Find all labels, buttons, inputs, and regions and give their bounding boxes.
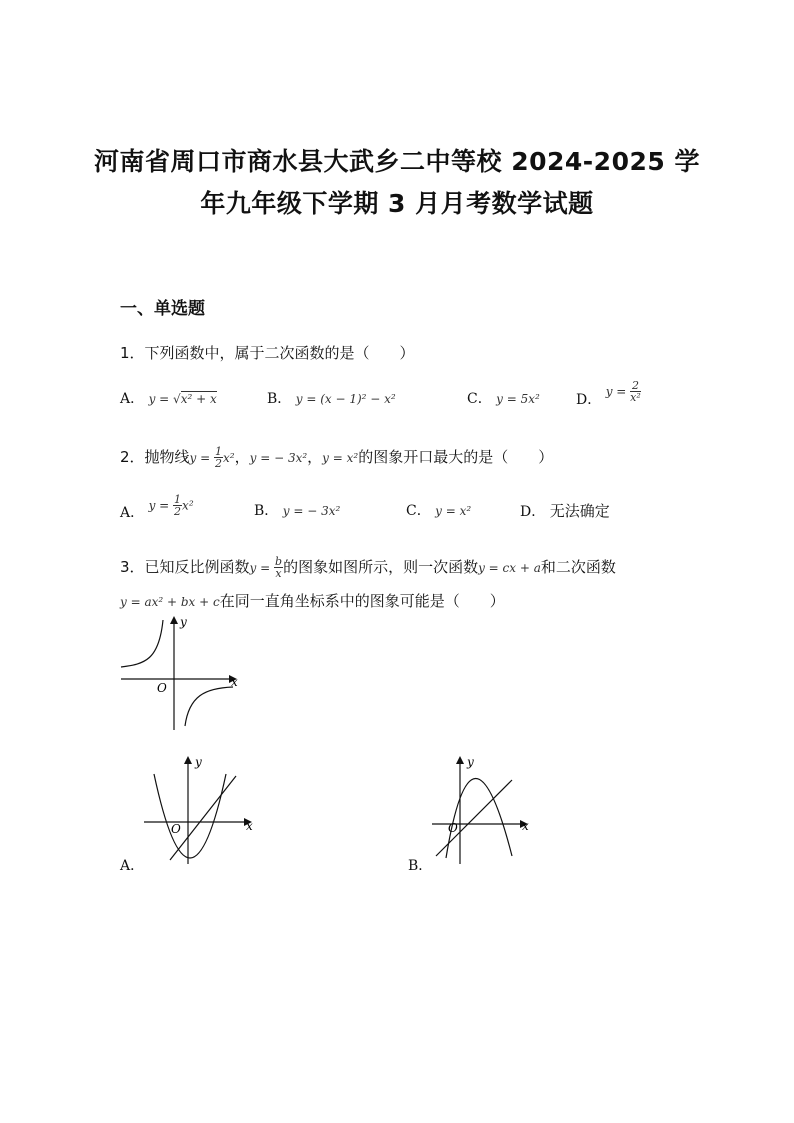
axis-label-x: x bbox=[522, 819, 529, 833]
parabola bbox=[154, 774, 226, 858]
q3-f1-den: x bbox=[275, 567, 282, 580]
q2-stem-post: 的图象开口最大的是（ ） bbox=[358, 448, 554, 466]
q2-sep1: ， bbox=[234, 448, 250, 466]
q2-option-d-text: 无法确定 bbox=[549, 502, 610, 520]
doc-title-line2: 年九年级下学期 3 月月考数学试题 bbox=[200, 189, 594, 218]
q1-option-b bbox=[267, 388, 396, 408]
q2-option-a-pre: y = bbox=[148, 498, 174, 513]
q3-stem-pre: 3．已知反比例函数 bbox=[120, 558, 250, 576]
q2-option-b bbox=[254, 500, 340, 520]
q1-option-a bbox=[120, 388, 217, 408]
q2-f1-num: 1 bbox=[215, 445, 223, 458]
q2-option-d bbox=[520, 500, 610, 521]
q3-option-a-label: A． bbox=[120, 858, 145, 874]
origin-label: O bbox=[448, 821, 458, 835]
q3-f3: y = ax² + bx + c bbox=[120, 595, 220, 609]
q3-f1-num: b bbox=[275, 555, 283, 568]
hyperbola-branch-left bbox=[121, 620, 163, 667]
q2-f2: y = − 3x² bbox=[249, 451, 308, 465]
y-axis-arrow-icon bbox=[184, 756, 192, 764]
q1-stem: 1．下列函数中，属于二次函数的是（ ） bbox=[120, 344, 415, 362]
q3-option-b-label: B． bbox=[408, 858, 433, 874]
axis-label-x: x bbox=[246, 819, 253, 833]
q1-option-d-num: 2 bbox=[631, 379, 639, 392]
q1-option-d-fraction bbox=[630, 380, 641, 403]
q3-f1-pre: y = bbox=[249, 561, 275, 575]
q1-option-a-label: A． bbox=[120, 391, 145, 407]
q3-stem-post: 在同一直角坐标系中的图象可能是（ ） bbox=[219, 592, 505, 610]
q2-stem-pre: 2．抛物线 bbox=[120, 448, 190, 466]
q3-f2: y = cx + a bbox=[478, 561, 541, 575]
q3-stem-mid: 的图象如图所示，则一次函数 bbox=[283, 558, 479, 576]
q1-option-d-expr-pre: y = bbox=[605, 384, 631, 399]
q1-option-c-expr: y = 5x² bbox=[496, 392, 540, 406]
q2-option-b-label: B． bbox=[254, 503, 279, 519]
q3-stem-mid2: 和二次函数 bbox=[540, 558, 616, 576]
q3-option-b-graph bbox=[428, 752, 548, 867]
q1-option-c bbox=[467, 388, 540, 408]
axis-label-x: x bbox=[231, 675, 238, 689]
q2-f1-fraction bbox=[214, 446, 223, 469]
axis-label-y: y bbox=[467, 755, 474, 769]
q1-option-b-label: B． bbox=[267, 391, 292, 407]
section-heading: 一、单选题 bbox=[120, 299, 205, 319]
axis-label-y: y bbox=[195, 755, 202, 769]
y-axis-arrow-icon bbox=[456, 756, 464, 764]
q2-option-a-fraction bbox=[173, 494, 182, 517]
q1-option-a-expr: x² + x bbox=[180, 392, 217, 406]
q2-f1-post: x² bbox=[223, 451, 235, 465]
q2-option-a-post: x² bbox=[182, 498, 194, 513]
q1-option-a-expr-pre: y = bbox=[148, 392, 174, 406]
q2-sep2: ， bbox=[307, 448, 323, 466]
q3-stem-line2 bbox=[120, 590, 505, 611]
q1-option-d bbox=[576, 379, 641, 408]
origin-label: O bbox=[157, 681, 167, 695]
q3-reference-graph bbox=[115, 612, 245, 732]
q2-stem bbox=[120, 446, 553, 469]
axis-label-y: y bbox=[180, 615, 187, 629]
q2-option-c-expr: y = x² bbox=[435, 504, 472, 518]
y-axis-arrow-icon bbox=[170, 616, 178, 624]
doc-title-line1: 河南省周口市商水县大武乡二中等校 2024-2025 学 bbox=[94, 147, 700, 176]
sqrt-icon: √ bbox=[173, 392, 181, 406]
q1-option-d-den: x² bbox=[630, 391, 641, 404]
q2-f1-pre: y = bbox=[189, 451, 215, 465]
q1-option-c-label: C． bbox=[467, 391, 492, 407]
q2-option-c-label: C． bbox=[406, 503, 431, 519]
q2-option-b-expr: y = − 3x² bbox=[282, 504, 341, 518]
q3-option-a-graph bbox=[140, 752, 260, 867]
origin-label: O bbox=[171, 822, 181, 836]
q2-option-a-num: 1 bbox=[174, 493, 182, 506]
q2-option-a-label: A． bbox=[120, 504, 145, 521]
q2-f3: y = x² bbox=[322, 451, 359, 465]
q2-option-a bbox=[120, 493, 194, 521]
q1-option-d-label: D． bbox=[576, 391, 602, 408]
q1-option-b-expr: y = (x − 1)² − x² bbox=[295, 392, 396, 406]
q2-option-d-label: D． bbox=[520, 504, 546, 520]
q3-stem-line1 bbox=[120, 556, 616, 579]
hyperbola-branch-right bbox=[185, 687, 233, 726]
q2-f1-den: 2 bbox=[215, 457, 223, 470]
q2-option-a-den: 2 bbox=[174, 505, 182, 518]
q2-option-c bbox=[406, 500, 471, 520]
q3-f1-fraction bbox=[274, 556, 283, 579]
